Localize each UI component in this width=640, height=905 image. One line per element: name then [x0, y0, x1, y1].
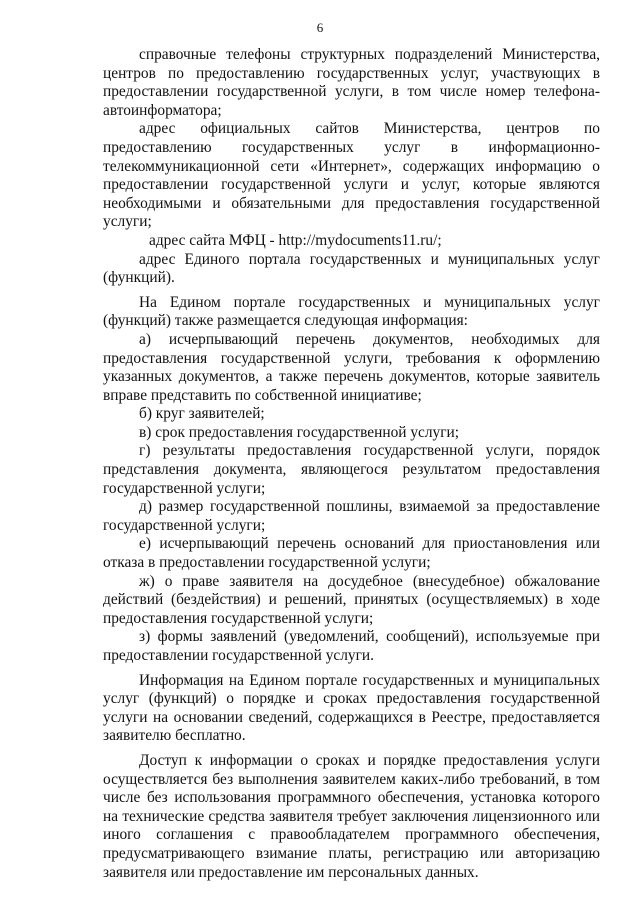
list-item-v: в) срок предоставления государственной услуги;	[139, 423, 460, 441]
list-item-g: г) результаты предоставления государственной услуги, порядок представления документа, являющегося результатом предоставления государственной услуги;	[103, 442, 600, 497]
list-item-zh: ж) о праве заявителя на досудебное (внесудебное) обжалование действий (бездействия) и решений, принятых (осуществляемых) в ходе предоставления государственной услуги;	[103, 572, 600, 627]
list-item-a: а) исчерпывающий перечень документов, необходимых для предоставления государственной услуги, требования к оформлению указанных документов, а также перечень документов, которые заявитель вправе представить по собственной инициативе;	[103, 330, 600, 404]
list-item-z: з) формы заявлений (уведомлений, сообщений), используемые при предоставлении государственной услуги.	[103, 628, 600, 664]
paragraph-portal-info-intro: На Едином портале государственных и муниципальных услуг (функций) также размещается следующая информация:	[103, 293, 600, 330]
document-body	[103, 46, 600, 882]
paragraph-free-information: Информация на Едином портале государственных и муниципальных услуг (функций) о порядке и сроках предоставления государственной услуги на основании сведений, содержащихся в Реестре, предоставляется заявителю бесплатно.	[103, 671, 600, 745]
paragraph-reference-phones: справочные телефоны структурных подразделений Министерства, центров по предоставлению государственных услуг, участвующих в предоставлении государственной услуги, в том числе номер телефона-автоинформатора;	[103, 46, 600, 119]
page-number: 6	[316, 20, 324, 35]
paragraph-unified-portal-address: адрес Единого портала государственных и муниципальных услуг (функций).	[103, 250, 600, 287]
paragraph-mfc-site: адрес сайта МФЦ - http://mydocuments11.ru/;	[149, 231, 442, 249]
list-item-b: б) круг заявителей;	[139, 405, 265, 423]
list-item-d: д) размер государственной пошлины, взимаемой за предоставление государственной услуги;	[103, 498, 600, 534]
paragraph-access-conditions: Доступ к информации о сроках и порядке предоставления услуги осуществляется без выполнения заявителем каких-либо требований, в том числе без использования программного обеспечения, установка которого на технические средства заявителя требует заключения лицензионного или иного соглашения с правообладателем программного обеспечения, предусматривающего взимание платы, регистрацию или авторизацию заявителя или предоставление им персональных данных.	[103, 751, 600, 881]
list-item-e: е) исчерпывающий перечень оснований для приостановления или отказа в предоставлении государственной услуги;	[103, 535, 600, 572]
paragraph-official-sites: адрес официальных сайтов Министерства, центров по предоставлению государственных услуг в информационно-телекоммуникационной сети «Интернет», содержащих информацию о предоставлении государственной услуги и услуг, которые являются необходимыми и обязательными для предоставления государственной услуги;	[103, 120, 600, 231]
